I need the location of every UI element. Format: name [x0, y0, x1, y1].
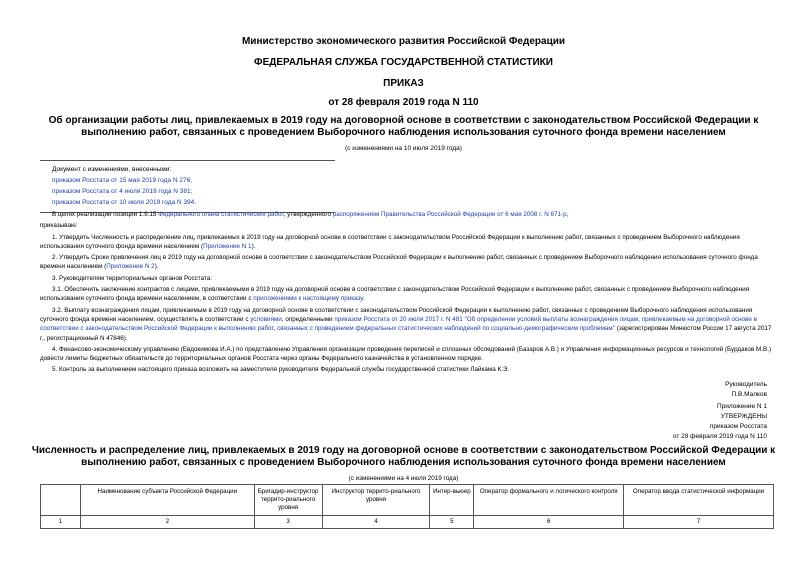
annex-1-link[interactable]: Приложение N 1 — [203, 242, 252, 250]
table-header-cell — [41, 485, 81, 516]
table-header-cell: Бригадир-инструктор террито-риального уровня — [254, 485, 322, 516]
order-word: приказываю: — [40, 222, 78, 230]
paragraph-2: 2. Утвердить Сроки привлечения лиц в 2019 году на договорной основе в соответствии с законодательством Российской Федерации к выполнению работ, связанных с проведением Выборочного наблюдения использования суточного фонда времени населением (Приложение N 2). — [40, 254, 758, 271]
order-body — [40, 210, 774, 377]
annex-label: Приложение N 1 — [716, 403, 767, 410]
changes-box — [40, 160, 335, 213]
table-header-cell: Интер-вьюер — [430, 485, 474, 516]
table-cell: 7 — [624, 516, 774, 529]
doc-changes-note: (с изменениями на 10 июля 2019 года) — [345, 145, 462, 152]
doc-title: Об организации работы лиц, привлекаемых в 2019 году на договорной основе в соответствии с законодательством Российской Федерации к выполнению работ, связанных с проведением Выборочного наблюдения использования суточного фонда времени населением — [48, 115, 759, 138]
change-link-2[interactable]: приказом Росстата от 4 июля 2019 года N 381; — [52, 188, 193, 195]
conditions-link[interactable]: условиями — [250, 315, 282, 323]
table-header-row — [41, 485, 774, 516]
signature-name: П.В.Малков — [731, 391, 767, 398]
table-cell: 6 — [474, 516, 624, 529]
changes-caption: Документ с изменениями, внесенными: — [52, 166, 172, 173]
ministry-name: Министерство экономического развития Российской Федерации — [241, 36, 566, 47]
government-order-link[interactable]: распоряжением Правительства Российской Федерации от 6 мая 2008 г. N 671-р — [332, 211, 567, 218]
annex-title: Численность и распределение лиц, привлекаемых в 2019 году на договорной основе в соответствии с законодательством Российской Федерации к выполнению работ, связанных с проведением Выборочного наблюдения использования суточного фонда времени населением — [31, 445, 776, 468]
federal-plan-link[interactable]: Федерального плана статистических работ — [158, 211, 284, 218]
rosstat-order-481-link[interactable]: приказом Росстата от 20 июля 2017 г. N 481 "Об определении условий выплаты вознаграждения лицам, привлекаемым на договорной основе в соответствии с законодательством Российской Федерации к выполнению работ, связанных с проведением федеральных статистических наблюдений по социально-демографическим проблемам" — [40, 315, 757, 333]
table-cell: 1 — [41, 516, 81, 529]
paragraph-3: 3. Руководителям территориальных органов Росстата: — [52, 274, 213, 282]
table-row — [41, 516, 774, 529]
annex-changes-note: (с изменениями на 4 июля 2019 года) — [348, 475, 459, 482]
change-link-1[interactable]: приказом Росстата от 15 мая 2019 года N 276; — [52, 177, 192, 184]
annex-date: от 28 февраля 2019 года N 110 — [672, 433, 767, 440]
intro-paragraph: В целях реализации позиции 1.9.15 Федерального плана статистических работ, утвержденного распоряжением Правительства Российской Федерации от 6 мая 2008 г. N 671-р, — [52, 211, 569, 218]
table-cell: 2 — [80, 516, 254, 529]
table-header-cell: Оператор формального и логического контроля — [474, 485, 624, 516]
signature-role: Руководитель — [725, 381, 767, 388]
table-cell: 5 — [430, 516, 474, 529]
table-header-cell: Инструктор террито-риального уровня — [322, 485, 430, 516]
service-name: ФЕДЕРАЛЬНАЯ СЛУЖБА ГОСУДАРСТВЕННОЙ СТАТИСТИКИ — [254, 57, 553, 68]
paragraph-3-2: 3.2. Выплату вознаграждения лицам, привлекаемым в 2019 году на договорной основе в соответствии с законодательством Российской Федерации к выполнению работ, связанных с проведением Выборочного наблюдения использования суточного фонда времени населением, осуществлять в соответствии с условиями, определенными приказом Росстата от 20 июля 2017 г. N 481 "Об определении условий выплаты вознаграждения лицам, привлекаемым на договорной основе в соответствии с законодательством Российской Федерации к выполнению работ, связанных с проведением федеральных статистических наблюдений по социально-демографическим проблемам" (зарегистрирован Минюстом России 17 августа 2017 г., регистрационный N 47846). — [40, 306, 772, 342]
paragraph-3-1: 3.1. Обеспечить заключение контрактов с лицами, привлекаемыми в 2019 году на договорной основе в соответствии с законодательством Российской Федерации к выполнению работ, связанных с проведением Выборочного наблюдения использования суточного фонда времени населением, в соответствии с приложениями к настоящему приказу. — [40, 286, 750, 303]
doc-type: ПРИКАЗ — [383, 78, 424, 89]
paragraph-5: 5. Контроль за выполнением настоящего приказа возложить на заместителя руководителя Федеральной службы государственной статистики Лайкама К.Э. — [52, 366, 510, 374]
change-link-3[interactable]: приказом Росстата от 10 июля 2019 года N 394. — [52, 199, 197, 206]
paragraph-1: 1. Утвердить Численность и распределение лиц, привлекаемых в 2019 году на договорной основе в соответствии с законодательством Российской Федерации к выполнению работ, связанных с проведением Выборочного наблюдения использования суточного фонда времени населением (Приложение N 1). — [40, 233, 740, 250]
paragraph-4: 4. Финансово-экономическому управлению (Евдокимова И.А.) по представлению Управления организации проведения переписей и сплошных обследований (Базаров А.В.) и Управления информационных ресурсов и технологий (Бурдаков М.В.) довести лимиты бюджетных обязательств до территориальных органов Росстата через органы Федерального казначейства в установленном порядке. — [40, 345, 772, 363]
annex-by: приказом Росстата — [709, 423, 767, 430]
annex-approval-block — [673, 402, 767, 442]
table-cell: 3 — [254, 516, 322, 529]
doc-date-number: от 28 февраля 2019 года N 110 — [328, 97, 479, 108]
distribution-table — [40, 484, 774, 529]
annexes-link[interactable]: приложениями к настоящему приказу — [253, 295, 363, 303]
annex-2-link[interactable]: Приложение N 2 — [106, 263, 155, 271]
table-cell: 4 — [322, 516, 430, 529]
table-header-cell: Наименование субъекта Российской Федерации — [80, 485, 254, 516]
table-header-cell: Оператор ввода статистической информации — [624, 485, 774, 516]
annex-approved: УТВЕРЖДЕНЫ — [720, 413, 767, 420]
signature-block — [725, 380, 767, 400]
